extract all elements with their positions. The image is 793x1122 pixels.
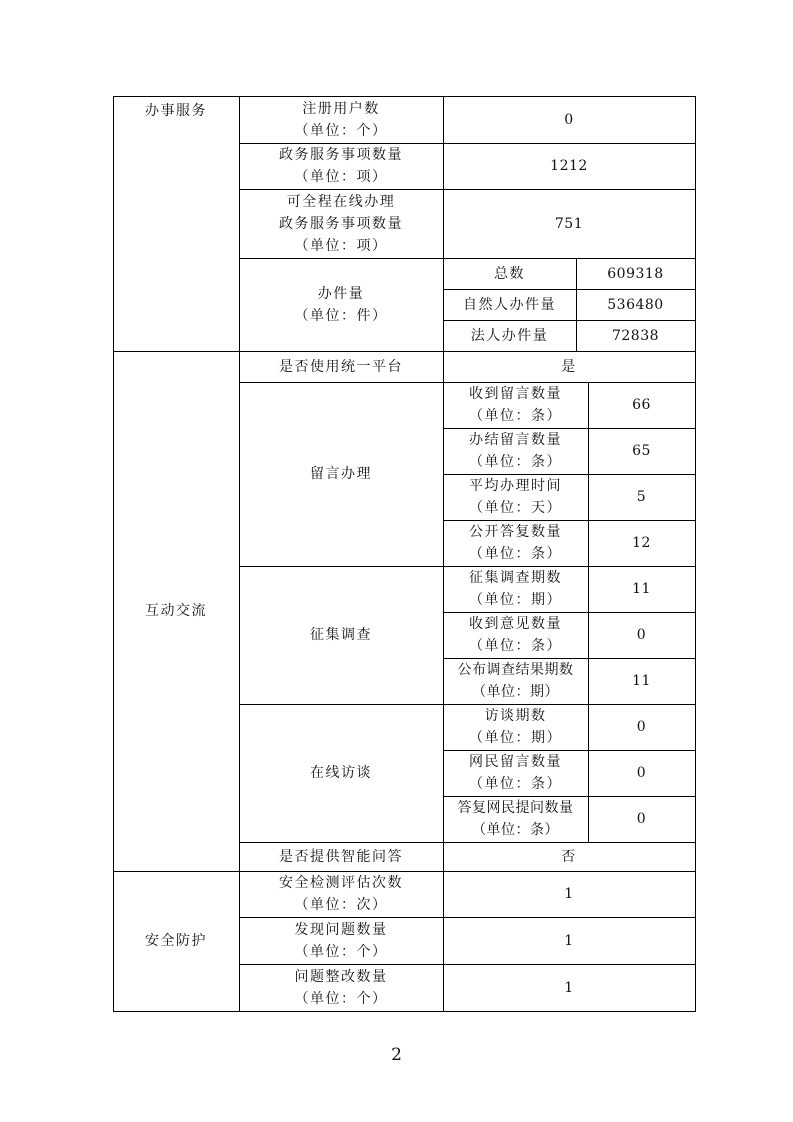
label-survey-periods: 征集调查期数 （单位：期） <box>469 570 562 608</box>
label-messages-avg-time: 平均办理时间 （单位：天） <box>469 478 562 516</box>
divider-row <box>239 704 696 705</box>
divider-col-2 <box>443 96 444 1012</box>
divider-row <box>239 382 696 383</box>
label-online-items: 可全程在线办理 政务服务事项数量 （单位：项） <box>279 193 403 254</box>
label-handled-legal: 法人办件量 <box>470 327 549 344</box>
value-survey-results: 11 <box>632 673 651 689</box>
group-interview: 在线访谈 <box>310 765 372 781</box>
divider-subrow <box>443 428 696 429</box>
value-messages-avg-time: 5 <box>636 489 647 505</box>
label-interview-answers: 答复网民提问数量 （单位：条） <box>457 800 574 838</box>
table-border-bottom <box>113 1011 696 1012</box>
value-issues-fixed: 1 <box>564 979 574 996</box>
divider-subrow <box>443 612 696 613</box>
value-unified-platform: 是 <box>561 358 577 375</box>
value-online-items: 751 <box>554 215 584 232</box>
divider-section-1 <box>113 351 696 352</box>
value-survey-periods: 11 <box>632 581 651 597</box>
divider-row <box>239 189 696 190</box>
divider-subrow <box>443 474 696 475</box>
label-gov-items: 政务服务事项数量 （单位：项） <box>279 147 403 185</box>
divider-col-handled <box>576 258 577 351</box>
value-smart-qa: 否 <box>561 848 577 865</box>
label-handled-natural: 自然人办件量 <box>463 296 556 313</box>
value-messages-public-replies: 12 <box>632 535 651 551</box>
label-smart-qa: 是否提供智能问答 <box>279 848 403 865</box>
value-interview-messages: 0 <box>636 765 647 781</box>
category-interaction: 互动交流 <box>145 603 207 619</box>
divider-row <box>239 566 696 567</box>
divider-col-1 <box>239 96 240 1012</box>
value-issues-found: 1 <box>564 932 574 949</box>
label-messages-closed: 办结留言数量 （单位：条） <box>469 432 562 470</box>
label-registered-users: 注册用户数 （单位：个） <box>294 101 388 139</box>
table-border-top <box>113 96 696 97</box>
value-interview-answers: 0 <box>636 811 647 827</box>
category-service: 办事服务 <box>145 103 207 119</box>
label-handled-total: 总数 <box>494 265 525 282</box>
value-interview-periods: 0 <box>636 719 647 735</box>
divider-row <box>239 842 696 843</box>
value-assessments: 1 <box>564 886 574 902</box>
value-gov-items: 1212 <box>550 158 588 174</box>
label-interview-messages: 网民留言数量 （单位：条） <box>469 754 562 792</box>
label-unified-platform: 是否使用统一平台 <box>279 358 403 375</box>
divider-subrow <box>443 796 696 797</box>
value-registered-users: 0 <box>564 112 574 128</box>
group-survey: 征集调查 <box>310 627 372 643</box>
value-messages-closed: 65 <box>632 443 651 459</box>
category-security: 安全防护 <box>145 933 207 949</box>
value-handled-total: 609318 <box>607 265 664 282</box>
value-messages-received: 66 <box>632 397 651 413</box>
divider-row <box>239 258 696 259</box>
divider-subrow <box>443 320 696 321</box>
label-survey-opinions: 收到意见数量 （单位：条） <box>469 616 562 654</box>
value-survey-opinions: 0 <box>636 627 647 643</box>
label-messages-public-replies: 公开答复数量 （单位：条） <box>469 524 562 562</box>
divider-row <box>239 964 696 965</box>
label-messages-received: 收到留言数量 （单位：条） <box>469 386 562 424</box>
value-handled-natural: 536480 <box>607 296 664 313</box>
label-issues-found: 发现问题数量 （单位：个） <box>294 921 388 960</box>
value-handled-legal: 72838 <box>611 327 660 344</box>
group-messages: 留言办理 <box>310 466 372 482</box>
label-handled: 办件量 （单位：件） <box>294 285 388 324</box>
divider-subrow <box>443 750 696 751</box>
label-assessments: 安全检测评估次数 （单位：次） <box>279 875 403 913</box>
label-survey-results: 公布调查结果期数 （单位：期） <box>457 662 574 700</box>
table-border-left <box>113 96 114 1012</box>
divider-row <box>239 917 696 918</box>
divider-subrow <box>443 520 696 521</box>
divider-section-2 <box>113 871 696 872</box>
divider-subrow <box>443 658 696 659</box>
label-issues-fixed: 问题整改数量 （单位：个） <box>294 968 388 1007</box>
divider-subrow <box>443 289 696 290</box>
table-border-right <box>695 96 696 1012</box>
divider-row <box>239 143 696 144</box>
label-interview-periods: 访谈期数 （单位：期） <box>469 708 562 746</box>
page-number: 2 <box>391 1045 402 1065</box>
